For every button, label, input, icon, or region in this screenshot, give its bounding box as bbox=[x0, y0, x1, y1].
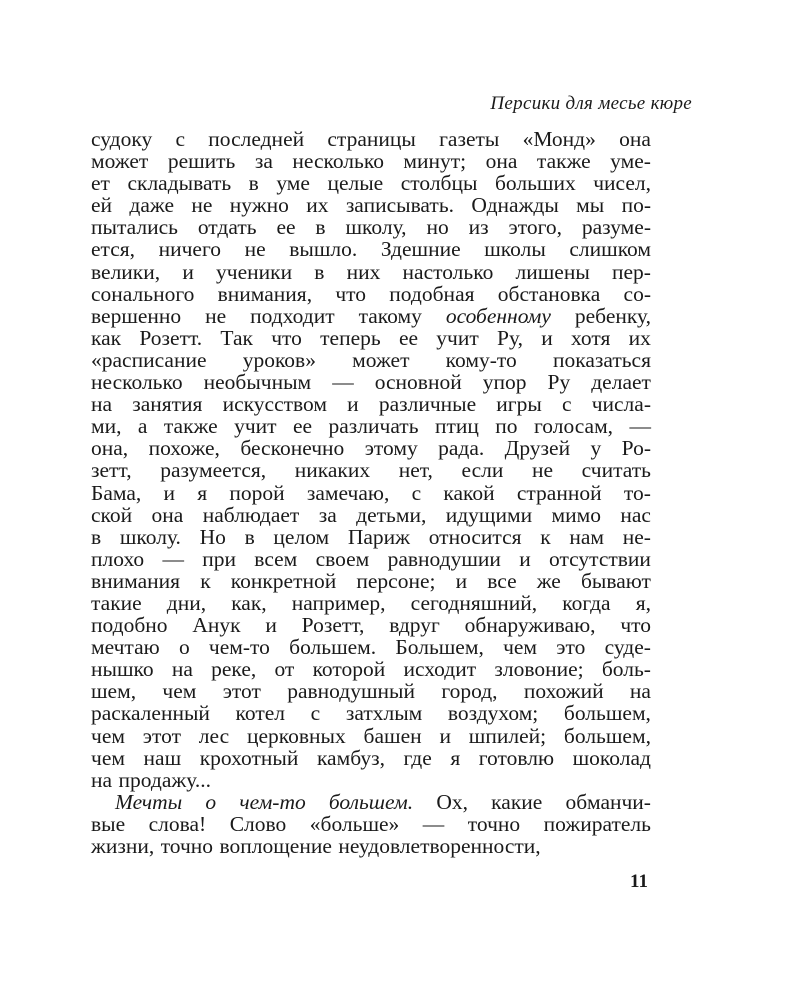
word: «расписание bbox=[91, 347, 207, 372]
word: судоку bbox=[91, 127, 153, 151]
word: на bbox=[171, 657, 193, 682]
word: зловоние; bbox=[494, 657, 584, 682]
word: подобно bbox=[91, 613, 168, 638]
word: пожиратель bbox=[543, 811, 651, 836]
word: страницы bbox=[327, 127, 416, 151]
word: то- bbox=[623, 480, 651, 505]
text-line bbox=[91, 238, 651, 260]
text-line bbox=[91, 813, 651, 835]
word: крохотный bbox=[199, 745, 299, 770]
word: уроков» bbox=[242, 347, 316, 372]
word: слова! bbox=[148, 811, 207, 836]
word: персоне; bbox=[356, 568, 436, 593]
word: разумеется, bbox=[160, 458, 267, 483]
word: может bbox=[352, 347, 410, 372]
word: разуме- bbox=[581, 215, 651, 240]
word: уме bbox=[276, 171, 310, 196]
word: по- bbox=[621, 193, 651, 218]
word: мечтаю bbox=[91, 635, 160, 660]
word: внимания, bbox=[217, 281, 313, 306]
word: последней bbox=[208, 127, 305, 151]
word: это bbox=[556, 635, 586, 660]
word: нам bbox=[569, 524, 604, 549]
word: о bbox=[205, 789, 217, 814]
word: уме- bbox=[610, 149, 651, 174]
word: и bbox=[163, 480, 176, 505]
word: чем bbox=[503, 635, 538, 660]
word: не bbox=[205, 303, 227, 328]
word: — bbox=[162, 546, 184, 571]
word: Розетт. bbox=[139, 325, 203, 350]
word: не bbox=[191, 193, 213, 218]
word: несколько bbox=[292, 149, 384, 174]
word: порой bbox=[229, 480, 285, 505]
word: также bbox=[163, 414, 218, 439]
word: воздухом; bbox=[447, 701, 539, 726]
word: Ро- bbox=[621, 436, 651, 461]
word: равнодушный bbox=[287, 679, 415, 704]
text-line bbox=[91, 658, 651, 680]
word: делает bbox=[591, 370, 651, 395]
word: чем-то bbox=[239, 789, 306, 814]
word: но bbox=[426, 215, 449, 240]
word: слишком bbox=[569, 237, 651, 262]
word: искусством bbox=[222, 392, 327, 417]
word: воплощение bbox=[219, 834, 332, 858]
word: она, bbox=[91, 436, 129, 461]
text-line bbox=[91, 482, 651, 504]
word: Слово bbox=[229, 811, 287, 836]
word: ет bbox=[91, 171, 110, 196]
word: например, bbox=[291, 590, 386, 615]
word: отсутствии bbox=[549, 546, 651, 571]
word: чем bbox=[162, 679, 197, 704]
word: подходит bbox=[250, 303, 335, 328]
word: Однажды bbox=[471, 193, 559, 218]
word: странной bbox=[516, 480, 602, 505]
word: о bbox=[178, 635, 190, 660]
word: их bbox=[628, 325, 651, 350]
word: какой bbox=[443, 480, 495, 505]
word: большем, bbox=[563, 701, 651, 726]
word: никаких bbox=[294, 458, 371, 483]
text-line bbox=[91, 548, 651, 570]
word: ее bbox=[276, 215, 296, 240]
word: как bbox=[91, 325, 122, 350]
word: обнаруживаю, bbox=[464, 613, 596, 638]
word: на bbox=[91, 767, 113, 792]
word: Ру, bbox=[497, 325, 523, 350]
word: мимо bbox=[551, 502, 601, 527]
word: что bbox=[620, 613, 651, 638]
word: в bbox=[244, 524, 255, 549]
word: жизни, bbox=[91, 834, 155, 858]
word: наш bbox=[143, 745, 182, 770]
word: ее bbox=[292, 414, 313, 439]
word: минут; bbox=[403, 149, 467, 174]
word: них bbox=[346, 259, 381, 284]
word: Но bbox=[199, 524, 226, 549]
text-line bbox=[91, 415, 651, 437]
word: со- bbox=[623, 281, 651, 306]
word: и bbox=[455, 568, 468, 593]
word: вдруг bbox=[389, 613, 440, 638]
running-head: Персики для месье кюре bbox=[490, 93, 692, 114]
word: ее bbox=[398, 325, 419, 350]
word: — bbox=[422, 811, 445, 836]
word: какие bbox=[491, 789, 543, 814]
word: раскаленный bbox=[91, 701, 210, 726]
word: ей bbox=[91, 193, 113, 218]
word: и bbox=[182, 259, 194, 284]
word: занятия bbox=[132, 392, 203, 417]
word: школы bbox=[484, 237, 546, 262]
text-line bbox=[91, 702, 651, 724]
word: обстановка bbox=[497, 281, 601, 306]
word: вышло. bbox=[289, 237, 358, 262]
word: ми, bbox=[91, 414, 122, 439]
word: город, bbox=[441, 679, 498, 704]
word: Так bbox=[220, 325, 253, 350]
word: и bbox=[519, 546, 531, 571]
word: — bbox=[629, 414, 651, 439]
word: велики, bbox=[91, 259, 161, 284]
word: а bbox=[137, 414, 148, 439]
text-line bbox=[91, 504, 651, 526]
word: несколько bbox=[91, 370, 183, 395]
word: детьми, bbox=[356, 502, 427, 527]
word: учит bbox=[436, 325, 479, 350]
word: что bbox=[271, 325, 302, 350]
word: вершенно bbox=[91, 303, 182, 328]
text-line bbox=[91, 680, 651, 702]
word: с bbox=[310, 701, 321, 726]
word: особенному bbox=[445, 303, 551, 328]
word: за bbox=[254, 149, 273, 174]
word: больших bbox=[494, 171, 576, 196]
word: Здешние bbox=[380, 237, 461, 262]
word: Розетт, bbox=[301, 613, 365, 638]
word: чем bbox=[91, 723, 125, 748]
word: нышко bbox=[91, 657, 154, 682]
word: суде- bbox=[604, 635, 651, 660]
text-line bbox=[91, 305, 651, 327]
word: считать bbox=[581, 458, 651, 483]
text-line bbox=[91, 172, 651, 194]
word: она bbox=[485, 149, 518, 174]
word: Большем, bbox=[395, 635, 484, 660]
word: такие bbox=[91, 590, 142, 615]
word: их bbox=[306, 193, 329, 218]
text-line bbox=[91, 570, 651, 592]
text-line bbox=[91, 128, 651, 150]
word: равнодушии bbox=[387, 546, 501, 571]
word: затхлым bbox=[345, 701, 423, 726]
text-line bbox=[91, 835, 651, 857]
word: у bbox=[590, 436, 602, 461]
word: записывать. bbox=[345, 193, 454, 218]
text-line bbox=[91, 614, 651, 636]
word: ской bbox=[91, 502, 133, 527]
word: игры bbox=[496, 392, 542, 417]
text-line bbox=[91, 371, 651, 393]
word: всем bbox=[254, 546, 298, 571]
word: учит bbox=[234, 414, 277, 439]
word: пер- bbox=[611, 259, 651, 284]
word: — bbox=[332, 370, 354, 395]
word: шем, bbox=[91, 679, 137, 704]
word: столбцы bbox=[400, 171, 478, 196]
text-line bbox=[91, 437, 651, 459]
text-line bbox=[91, 747, 651, 769]
word: складывать bbox=[127, 171, 232, 196]
word: газеты bbox=[439, 127, 500, 151]
word: по bbox=[495, 414, 518, 439]
word: на bbox=[629, 679, 651, 704]
text-line bbox=[91, 216, 651, 238]
word: ничего bbox=[158, 237, 221, 262]
word: боль- bbox=[601, 657, 651, 682]
word: из bbox=[468, 215, 489, 240]
word: хотя bbox=[570, 325, 611, 350]
word: она bbox=[619, 127, 651, 151]
word: Париж bbox=[347, 524, 411, 549]
text-line bbox=[91, 327, 651, 349]
word: большем. bbox=[289, 635, 377, 660]
word: нас bbox=[620, 502, 651, 527]
text-line bbox=[91, 349, 651, 371]
word: и bbox=[347, 392, 359, 417]
word: где bbox=[403, 745, 432, 770]
word: замечаю, bbox=[306, 480, 390, 505]
word: шоколад bbox=[572, 745, 651, 770]
word: сегодняшний, bbox=[410, 590, 538, 615]
word: за bbox=[318, 502, 337, 527]
word: упор bbox=[482, 370, 527, 395]
word: ется, bbox=[91, 237, 136, 262]
word: готовлю bbox=[478, 745, 555, 770]
text-line bbox=[91, 791, 651, 813]
word: теперь bbox=[320, 325, 381, 350]
word: башен bbox=[363, 723, 422, 748]
text-line bbox=[91, 283, 651, 305]
word: птиц bbox=[434, 414, 479, 439]
word: когда bbox=[562, 590, 611, 615]
word: на bbox=[91, 392, 113, 417]
text-line bbox=[91, 194, 651, 216]
word: лишены bbox=[515, 259, 590, 284]
word: я bbox=[450, 745, 461, 770]
word: «Монд» bbox=[522, 127, 596, 151]
word: кому-то bbox=[445, 347, 517, 372]
text-line bbox=[91, 150, 651, 172]
word: относится bbox=[428, 524, 522, 549]
word: точно bbox=[467, 811, 521, 836]
word: к bbox=[540, 524, 551, 549]
word: этому bbox=[364, 436, 418, 461]
word: различать bbox=[328, 414, 419, 439]
word: школу. bbox=[119, 524, 181, 549]
word: идущими bbox=[445, 502, 533, 527]
word: своем bbox=[315, 546, 370, 571]
word: большем. bbox=[328, 789, 414, 814]
page-number: 11 bbox=[630, 871, 648, 892]
body-text bbox=[91, 128, 651, 857]
word: же bbox=[536, 568, 561, 593]
word: конкретной bbox=[230, 568, 337, 593]
word: Бама, bbox=[91, 480, 142, 505]
word: подобная bbox=[389, 281, 475, 306]
word: такому bbox=[358, 303, 422, 328]
word: неудовлетворенности, bbox=[338, 834, 541, 858]
word: наблюдает bbox=[202, 502, 300, 527]
word: обманчи- bbox=[565, 789, 651, 814]
word: в bbox=[248, 171, 259, 196]
word: показаться bbox=[552, 347, 651, 372]
word: которой bbox=[312, 657, 386, 682]
word: с bbox=[561, 392, 572, 417]
text-line bbox=[91, 393, 651, 415]
word: отдать bbox=[197, 215, 257, 240]
word: голосам, bbox=[533, 414, 614, 439]
word: «больше» bbox=[309, 811, 400, 836]
word: не bbox=[244, 237, 266, 262]
text-line bbox=[91, 592, 651, 614]
word: основной bbox=[374, 370, 462, 395]
text-line bbox=[91, 636, 651, 658]
word: этот bbox=[222, 679, 261, 704]
word: решить bbox=[167, 149, 236, 174]
word: бесконечно bbox=[240, 436, 345, 461]
word: зетт, bbox=[91, 458, 132, 483]
word: и bbox=[541, 325, 553, 350]
word: этот bbox=[142, 723, 181, 748]
word: я bbox=[197, 480, 208, 505]
word: камбуз, bbox=[316, 745, 385, 770]
word: мы bbox=[576, 193, 605, 218]
word: не- bbox=[622, 524, 651, 549]
word: Мечты bbox=[115, 789, 183, 814]
word: пытались bbox=[91, 215, 178, 240]
word: в bbox=[314, 259, 325, 284]
text-line bbox=[91, 769, 651, 791]
word: и bbox=[265, 613, 277, 638]
word: точно bbox=[160, 834, 214, 858]
word: похоже, bbox=[148, 436, 220, 461]
word: в bbox=[315, 215, 326, 240]
word: похожий bbox=[523, 679, 604, 704]
word: школу, bbox=[345, 215, 407, 240]
word: и bbox=[439, 723, 451, 748]
word: если bbox=[461, 458, 504, 483]
word: к bbox=[200, 568, 211, 593]
word: она bbox=[151, 502, 184, 527]
word: большем, bbox=[563, 723, 651, 748]
word: как, bbox=[231, 590, 267, 615]
word: шпилей; bbox=[468, 723, 547, 748]
word: не bbox=[531, 458, 554, 483]
word: продажу... bbox=[118, 767, 211, 792]
word: лес bbox=[198, 723, 230, 748]
word: Ру bbox=[547, 370, 571, 395]
word: различные bbox=[378, 392, 477, 417]
word: ребенку, bbox=[574, 303, 651, 328]
word: ученики bbox=[216, 259, 293, 284]
word: при bbox=[202, 546, 236, 571]
word: настолько bbox=[402, 259, 494, 284]
word: числа- bbox=[591, 392, 651, 417]
word: в bbox=[91, 524, 102, 549]
word: нет, bbox=[398, 458, 433, 483]
word: целом bbox=[273, 524, 330, 549]
word: от bbox=[274, 657, 295, 682]
word: этого, bbox=[508, 215, 562, 240]
word: что bbox=[335, 281, 367, 306]
text-line bbox=[91, 725, 651, 747]
word: нужно bbox=[229, 193, 289, 218]
word: рада. bbox=[438, 436, 485, 461]
word: необычным bbox=[203, 370, 312, 395]
word: плохо bbox=[91, 546, 145, 571]
text-line bbox=[91, 459, 651, 481]
word: даже bbox=[129, 193, 175, 218]
text-line bbox=[91, 526, 651, 548]
word: целые bbox=[327, 171, 384, 196]
word: чем bbox=[91, 745, 125, 770]
word: также bbox=[536, 149, 591, 174]
word: все bbox=[487, 568, 517, 593]
word: я, bbox=[635, 590, 651, 615]
word: сонального bbox=[91, 281, 195, 306]
word: может bbox=[91, 149, 149, 174]
word: дни, bbox=[166, 590, 207, 615]
word: церковных bbox=[246, 723, 346, 748]
word: вые bbox=[91, 811, 126, 836]
text-line bbox=[91, 261, 651, 283]
word: с bbox=[411, 480, 422, 505]
word: чем-то bbox=[208, 635, 270, 660]
word: реке, bbox=[211, 657, 257, 682]
word: бывают bbox=[580, 568, 651, 593]
word: котел bbox=[235, 701, 286, 726]
word: Ох, bbox=[436, 789, 468, 814]
word: исходит bbox=[403, 657, 477, 682]
word: внимания bbox=[91, 568, 181, 593]
word: Друзей bbox=[504, 436, 571, 461]
word: чисел, bbox=[593, 171, 651, 196]
word: с bbox=[175, 127, 186, 151]
word: Анук bbox=[192, 613, 241, 638]
